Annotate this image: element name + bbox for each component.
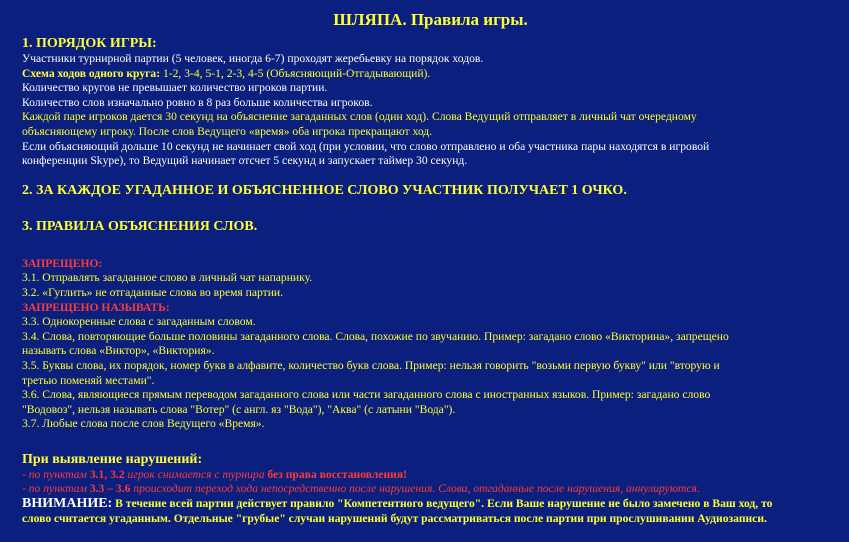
rule-3-5a: 3.5. Буквы слова, их порядок, номер букв в алфавите, количество букв слова. Пример: нельзя говорить "возьми первую букву" или "вторую и: [22, 358, 720, 372]
violation-2-numbers: 3.3 – 3.6: [89, 482, 131, 496]
section1-line3: Количество кругов не превышает количество игроков партии.: [22, 81, 328, 95]
section1-scheme: [22, 67, 839, 82]
violation-1-penalty: без права восстановления!: [267, 467, 407, 481]
violations-heading: При выявление нарушений:: [22, 451, 203, 467]
scheme-label: Схема ходов одного круга:: [22, 66, 161, 80]
rule-3-7: 3.7. Любые слова после слов Ведущего «Время».: [22, 417, 265, 431]
violation-2-text: происходит переход хода непосредственно после нарушения. Слова, отгаданные после нарушения, аннулируются.: [130, 482, 700, 496]
forbidden-label: ЗАПРЕЩЕНО:: [22, 256, 103, 270]
rule-3-6a: 3.6. Слова, являющиеся прямым переводом загаданного слова или части загаданного слова с иностранных языков. Пример: загадано слово: [22, 388, 711, 402]
scheme-value: 1-2, 3-4, 5-1, 2-3, 4-5 (Объясняющий-Отгадывающий).: [160, 66, 431, 80]
section3-heading: 3. ПРАВИЛА ОБЪЯСНЕНИЯ СЛОВ.: [22, 218, 258, 234]
section1-line1: Участники турнирной партии (5 человек, иногда 6-7) проходят жеребьевку на порядок ходов.: [22, 52, 484, 65]
section1-line5b: объясняющему игроку. После слов Ведущего «время» оба игрока прекращают ход.: [22, 124, 433, 138]
rule-3-1: 3.1. Отправлять загаданное слово в личный чат напарнику.: [22, 271, 313, 285]
violation-1-numbers: 3.1, 3.2: [89, 467, 125, 481]
attention-line-1: [22, 497, 839, 512]
section1-line6b: конференции Skype), то Ведущий начинает отсчет 5 секунд и запускает таймер 30 секунд.: [22, 154, 468, 168]
attention-text-b: слово считается угаданным. Отдельные "грубые" случаи нарушений будут рассматриваться после партии при прослушивании Аудиозаписи.: [22, 511, 767, 525]
attention-label: ВНИМАНИЕ:: [22, 496, 113, 512]
rule-3-4a: 3.4. Слова, повторяющие больше половины загаданного слова. Слова, похожие по звучанию. Пример: загадано слово «Викторина», запрещено: [22, 329, 729, 343]
forbidden-name-label: ЗАПРЕЩЕНО НАЗЫВАТЬ:: [22, 300, 170, 314]
attention-text-a: В течение всей партии действует правило "Компетентного ведущего". Если Ваше нарушение не было замечено в Ваш ход, то: [112, 497, 773, 511]
page-title: ШЛЯПА. Правила игры.: [333, 10, 528, 29]
rule-3-2: 3.2. «Гуглить» не отгаданные слова во время партии.: [22, 285, 284, 299]
violation-1-text: игрок снимается с турнира: [124, 467, 268, 481]
section1-line5a: Каждой паре игроков дается 30 секунд на объяснение загаданных слов (один ход). Слова Ведущий отправляет в личный чат очередному: [22, 110, 697, 124]
violation-line-2: [22, 482, 839, 497]
section1-line4: Количество слов изначально ровно в 8 раз больше количества игроков.: [22, 95, 373, 109]
rule-3-5b: третью поменяй местами".: [22, 373, 155, 387]
section2-heading: 2. ЗА КАЖДОЕ УГАДАННОЕ И ОБЪЯСНЕННОЕ СЛОВО УЧАСТНИК ПОЛУЧАЕТ 1 ОЧКО.: [22, 182, 627, 198]
section1-line6a: Если объясняющий дольше 10 секунд не начинает свой ход (при условии, что слово отправлено и оба участника пары находятся в игровой: [22, 139, 710, 153]
violation-2-prefix: - по пунктам: [22, 482, 90, 496]
rule-3-6b: "Водовоз", нельзя называть слова "Вотер" (с англ. яз "Вода"), "Аква" (с латыни "Вода").: [22, 402, 456, 416]
violation-line-1: [22, 468, 839, 483]
rule-3-4b: называть слова «Виктор», «Виктория».: [22, 344, 215, 358]
violation-1-prefix: - по пунктам: [22, 467, 90, 481]
rule-3-3: 3.3. Однокоренные слова с загаданным словом.: [22, 315, 256, 329]
section1-heading: 1. ПОРЯДОК ИГРЫ:: [22, 36, 157, 51]
